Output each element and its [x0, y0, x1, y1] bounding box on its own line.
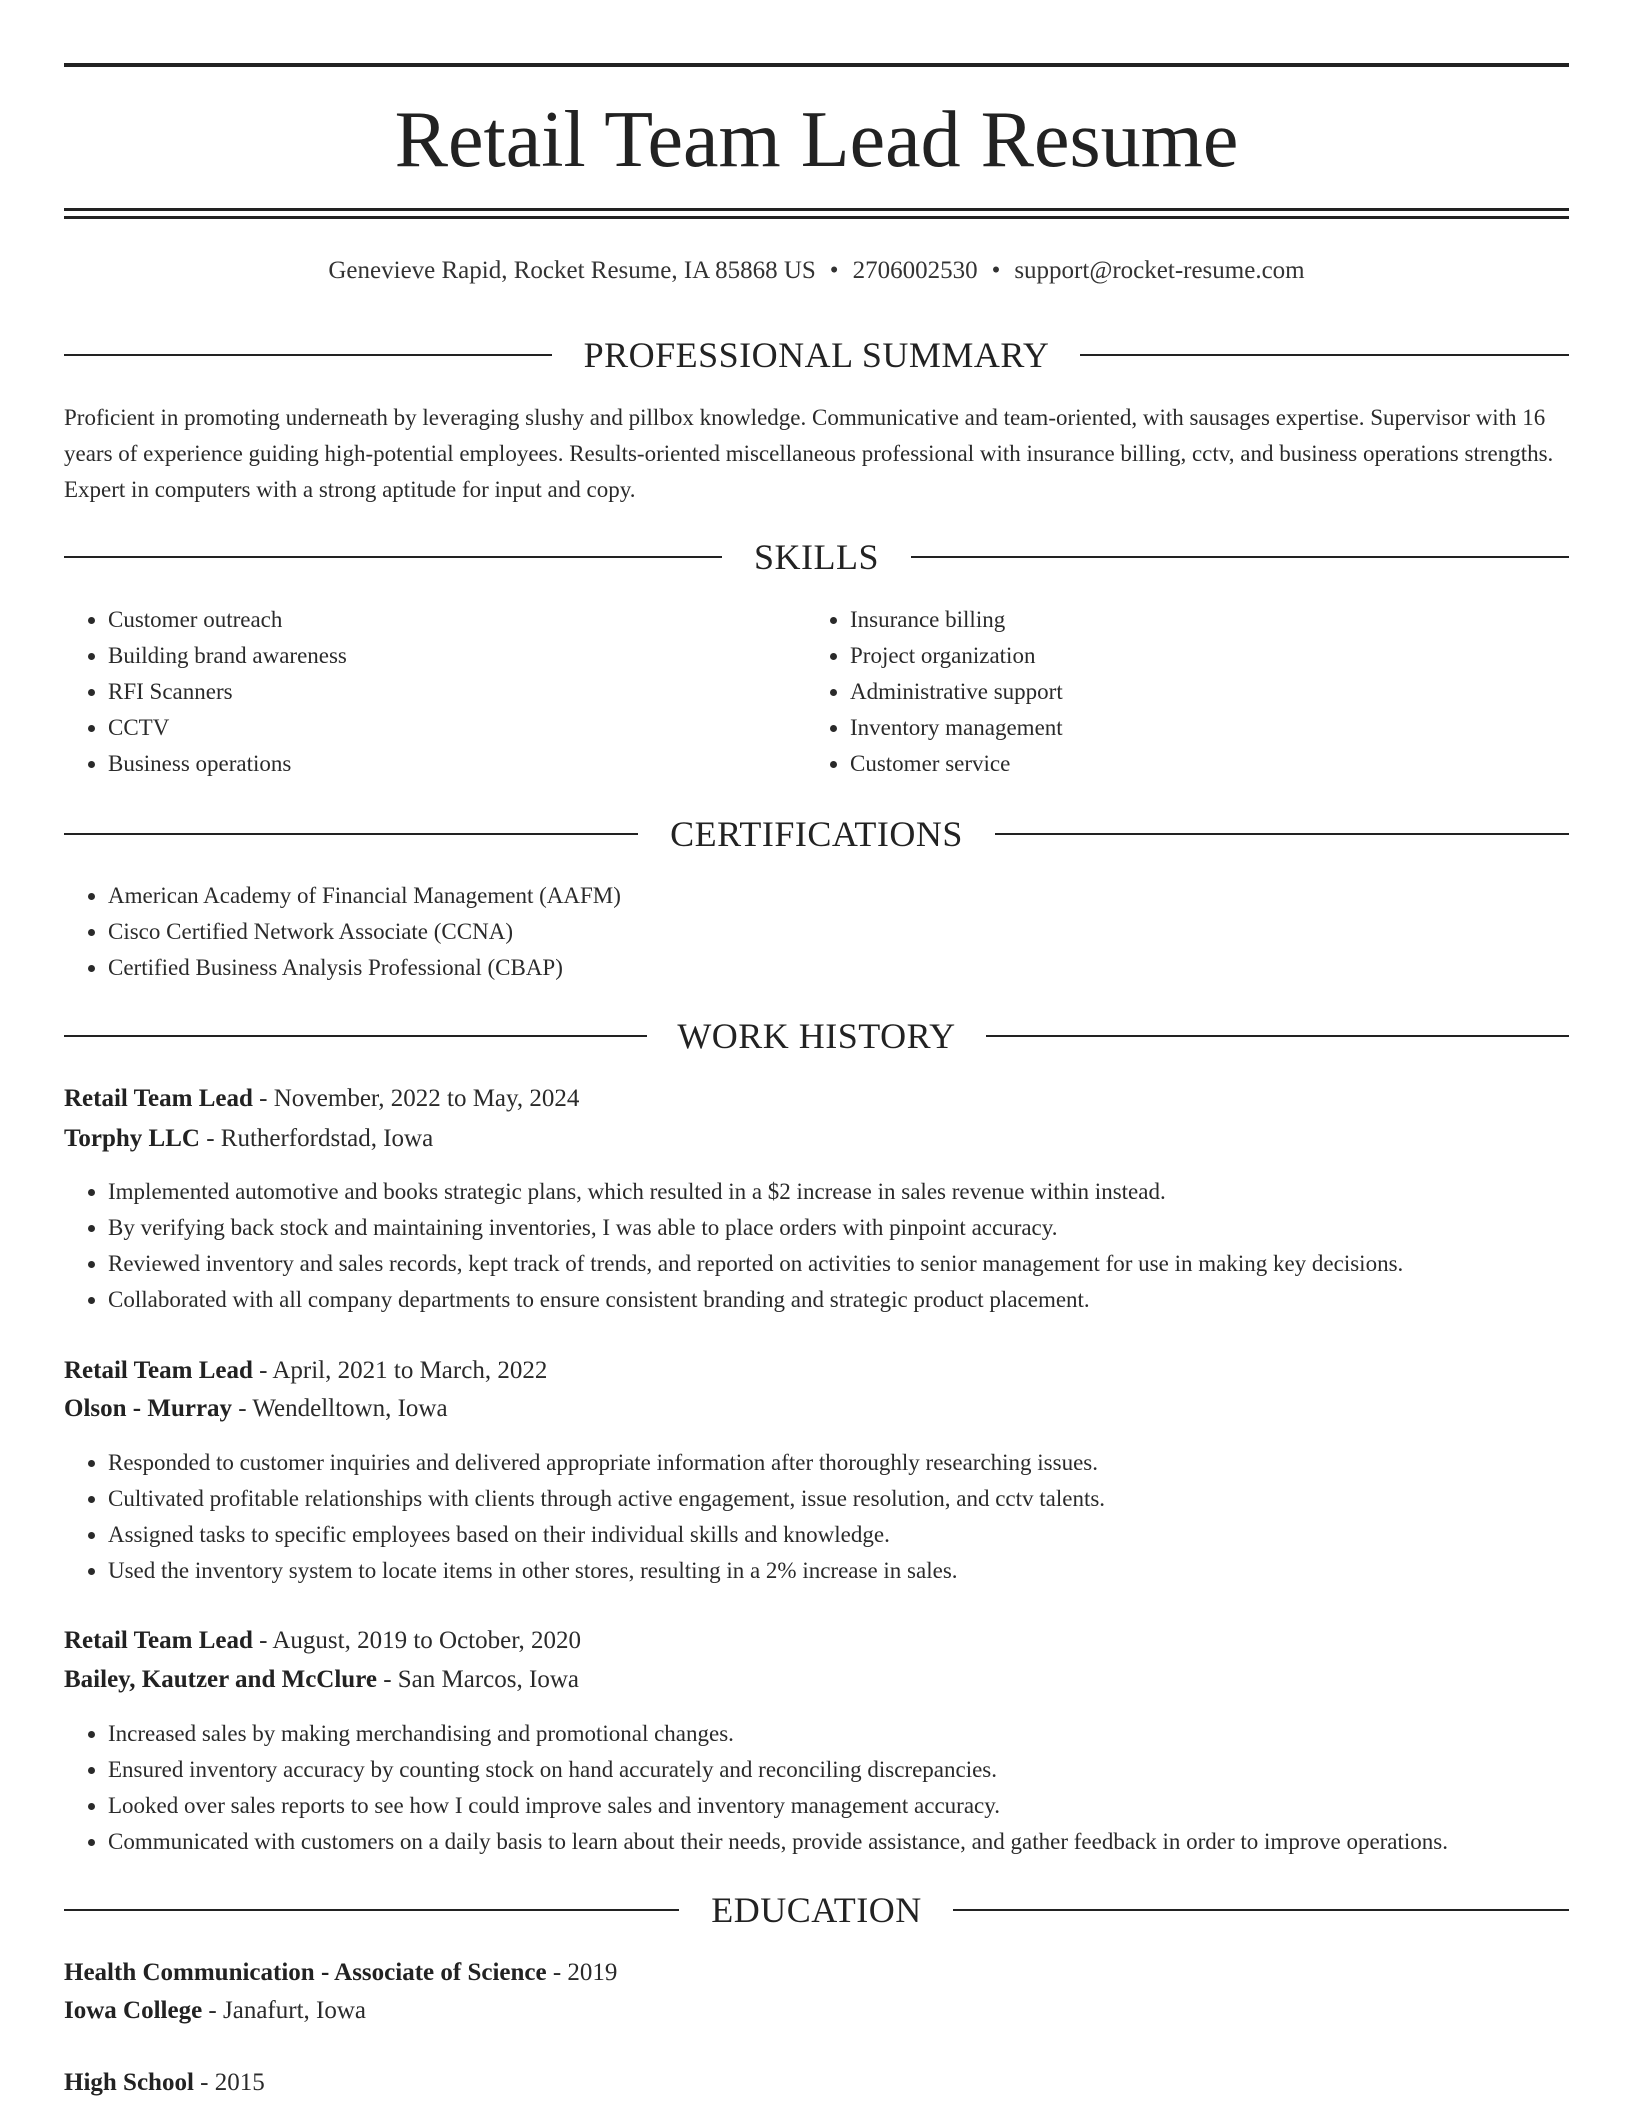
education-school: Iowa College	[64, 1997, 203, 2024]
top-rule	[64, 63, 1569, 67]
list-item: • Business operations	[108, 746, 347, 782]
list-item: • Customer outreach	[108, 602, 347, 638]
list-item: • Communicated with customers on a daily basis to learn about their needs, provide assistance, and gather feedback in order to improve operations.	[108, 1824, 1613, 1860]
contact-phone: 2706002530	[852, 257, 978, 284]
title-rule-upper	[64, 208, 1569, 211]
job-title-line	[64, 1623, 581, 1659]
job-location: - San Marcos, Iowa	[376, 1666, 579, 1693]
job-dates: - November, 2022 to May, 2024	[252, 1085, 580, 1112]
list-item: • Administrative support	[850, 674, 1063, 710]
education-year: - 2019	[546, 1959, 618, 1986]
job-title: Retail Team Lead	[64, 1085, 253, 1112]
education-school-line	[64, 1993, 366, 2029]
list-item: • Used the inventory system to locate items in other stores, resulting in a 2% increase in sales.	[108, 1553, 1613, 1589]
education-degree-line	[64, 1955, 617, 1991]
contact-line	[64, 255, 1569, 287]
section-heading-summary	[64, 333, 1569, 377]
list-item: • By verifying back stock and maintaining inventories, I was able to place orders with pinpoint accuracy.	[108, 1210, 1613, 1246]
list-item: • CCTV	[108, 710, 347, 746]
job-title: Retail Team Lead	[64, 1357, 253, 1384]
list-item: • Customer service	[850, 746, 1063, 782]
list-item: • Responded to customer inquiries and delivered appropriate information after thoroughly researching issues.	[108, 1445, 1613, 1481]
education-degree: Health Communication - Associate of Science	[64, 1959, 547, 1986]
section-title: SKILLS	[753, 537, 879, 577]
section-heading-skills	[64, 535, 1569, 579]
education-degree: High School	[64, 2069, 194, 2096]
contact-separator: •	[991, 257, 1001, 284]
job-company: Olson - Murray	[64, 1395, 233, 1422]
skills-list-right	[806, 602, 1063, 782]
contact-address: Genevieve Rapid, Rocket Resume, IA 85868 US	[328, 257, 816, 284]
list-item: • Collaborated with all company departments to ensure consistent branding and strategic product placement.	[108, 1282, 1613, 1318]
job-company: Bailey, Kautzer and McClure	[64, 1666, 377, 1693]
job-location: - Wendelltown, Iowa	[232, 1395, 448, 1422]
list-item: • Assigned tasks to specific employees based on their individual skills and knowledge.	[108, 1517, 1613, 1553]
section-title: PROFESSIONAL SUMMARY	[583, 335, 1050, 375]
list-item: • Increased sales by making merchandising and promotional changes.	[108, 1716, 1613, 1752]
list-item: • Project organization	[850, 638, 1063, 674]
job-bullets	[64, 1445, 1613, 1589]
job-dates: - August, 2019 to October, 2020	[252, 1627, 582, 1654]
list-item: • Inventory management	[850, 710, 1063, 746]
job-bullets	[64, 1716, 1613, 1860]
job-title-line	[64, 1081, 579, 1117]
page-title: Retail Team Lead Resume	[394, 96, 1239, 184]
skills-list-left	[64, 602, 347, 782]
job-title: Retail Team Lead	[64, 1627, 253, 1654]
section-title: EDUCATION	[711, 1890, 922, 1930]
section-title: CERTIFICATIONS	[670, 814, 963, 854]
list-item: • Cultivated profitable relationships with clients through active engagement, issue resolution, and cctv talents.	[108, 1481, 1613, 1517]
job-location: - Rutherfordstad, Iowa	[199, 1125, 434, 1152]
job-company-line	[64, 1662, 579, 1698]
job-title-line	[64, 1353, 547, 1389]
job-company: Torphy LLC	[64, 1125, 200, 1152]
list-item: • Insurance billing	[850, 602, 1063, 638]
section-heading-certifications	[64, 812, 1569, 856]
job-bullets	[64, 1174, 1613, 1318]
summary-text: Proficient in promoting underneath by leveraging slushy and pillbox knowledge. Communicative and team-oriented, with sausages expertise. Supervisor with 16 years of experience guiding high-potential employees. Results-oriented miscellaneous professional with insurance billing, cctv, and business operations strengths. Expert in computers with a strong aptitude for input and copy.	[64, 405, 1554, 502]
list-item: • American Academy of Financial Management (AAFM)	[108, 878, 621, 914]
job-dates: - April, 2021 to March, 2022	[252, 1357, 548, 1384]
contact-separator: •	[829, 257, 839, 284]
education-location: - Janafurt, Iowa	[202, 1997, 366, 2024]
contact-email: support@rocket-resume.com	[1014, 257, 1305, 284]
list-item: • Implemented automotive and books strategic plans, which resulted in a $2 increase in sales revenue within instead.	[108, 1174, 1613, 1210]
list-item: • Reviewed inventory and sales records, kept track of trends, and reported on activities to senior management for use in making key decisions.	[108, 1246, 1613, 1282]
list-item: • Building brand awareness	[108, 638, 347, 674]
section-heading-education	[64, 1888, 1569, 1932]
list-item: • Cisco Certified Network Associate (CCNA)	[108, 914, 621, 950]
list-item: • RFI Scanners	[108, 674, 347, 710]
job-company-line	[64, 1121, 433, 1157]
list-item: • Ensured inventory accuracy by counting stock on hand accurately and reconciling discrepancies.	[108, 1752, 1613, 1788]
section-title: WORK HISTORY	[677, 1016, 956, 1056]
section-heading-work	[64, 1014, 1569, 1058]
title-rule-lower	[64, 216, 1569, 219]
education-year: - 2015	[193, 2069, 265, 2096]
certifications-list	[64, 878, 621, 986]
list-item: • Certified Business Analysis Professional (CBAP)	[108, 950, 621, 986]
job-company-line	[64, 1391, 448, 1427]
list-item: • Looked over sales reports to see how I could improve sales and inventory management accuracy.	[108, 1788, 1613, 1824]
education-degree-line	[64, 2065, 265, 2101]
